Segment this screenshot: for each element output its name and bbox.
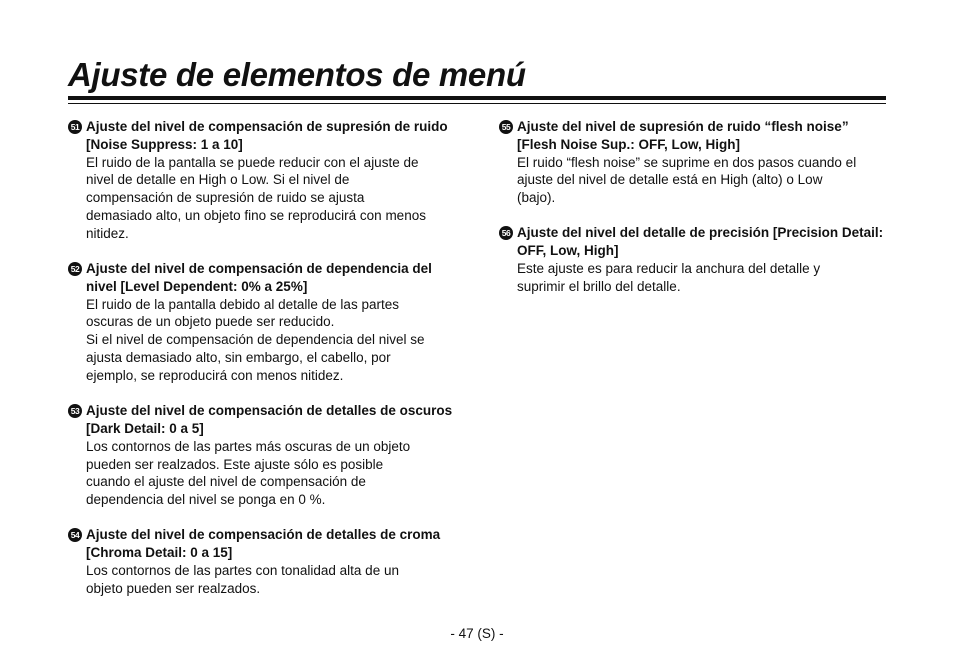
menu-item-level-dependent (68, 260, 460, 385)
left-column (68, 118, 460, 598)
menu-item-dark-detail (68, 402, 460, 509)
right-column (499, 118, 889, 296)
menu-item-flesh-noise-sup (499, 118, 889, 207)
item-description: Los contornos de las partes más oscuras de un objeto pueden ser realzados. Este ajuste sólo es posible cuando el ajuste del nivel de compensación de dependencia del nivel se ponga en 0 %. (86, 438, 411, 508)
item-number-badge: 51 (68, 120, 82, 134)
item-description: El ruido “flesh noise” se suprime en dos pasos cuando el ajuste del nivel de detalle está en High (alto) o Low (bajo). (517, 154, 857, 206)
item-description: Este ajuste es para reducir la anchura del detalle y suprimir el brillo del detalle. (517, 261, 821, 294)
title-rule-thick (68, 96, 886, 100)
item-description: El ruido de la pantalla se puede reducir con el ajuste de nivel de detalle en High o Low. Si el nivel de compensación de supresión de ruido se ajusta demasiado alto, un objeto fino se reproducirá con menos nitidez. (86, 154, 426, 241)
page-title: Ajuste de elementos de menú (68, 56, 526, 93)
title-rule-thin (68, 103, 886, 104)
page-number: - 47 (S) - (450, 626, 504, 641)
item-heading: Ajuste del nivel de compensación de supresión de ruido [Noise Suppress: 1 a 10] (86, 119, 448, 152)
item-number-badge: 56 (499, 226, 513, 240)
item-number-badge: 52 (68, 262, 82, 276)
item-heading: Ajuste del nivel de compensación de detalles de croma [Chroma Detail: 0 a 15] (86, 527, 441, 561)
menu-item-noise-suppress (68, 118, 460, 243)
item-heading: Ajuste del nivel de supresión de ruido “flesh noise” [Flesh Noise Sup.: OFF, Low, High] (517, 119, 849, 152)
item-description: El ruido de la pantalla debido al detalle de las partes oscuras de un objeto puede ser reducido. Si el nivel de compensación de dependencia del nivel se ajusta demasiado alto, sin embargo, el cabello, por ejemplo, se reproducirá con menos nitidez. (86, 296, 425, 383)
item-number-badge: 53 (68, 404, 82, 418)
item-heading: Ajuste del nivel de compensación de dependencia del nivel [Level Dependent: 0% a 25%] (86, 261, 432, 294)
menu-item-chroma-detail (68, 526, 460, 597)
item-description: Los contornos de las partes con tonalidad alta de un objeto pueden ser realzados. (86, 563, 399, 596)
item-number-badge: 54 (68, 528, 82, 542)
item-heading: Ajuste del nivel de compensación de detalles de oscuros [Dark Detail: 0 a 5] (86, 403, 453, 436)
item-number-badge: 55 (499, 120, 513, 134)
menu-item-precision-detail (499, 224, 889, 295)
item-heading: Ajuste del nivel del detalle de precisión [Precision Detail: OFF, Low, High] (517, 225, 884, 259)
